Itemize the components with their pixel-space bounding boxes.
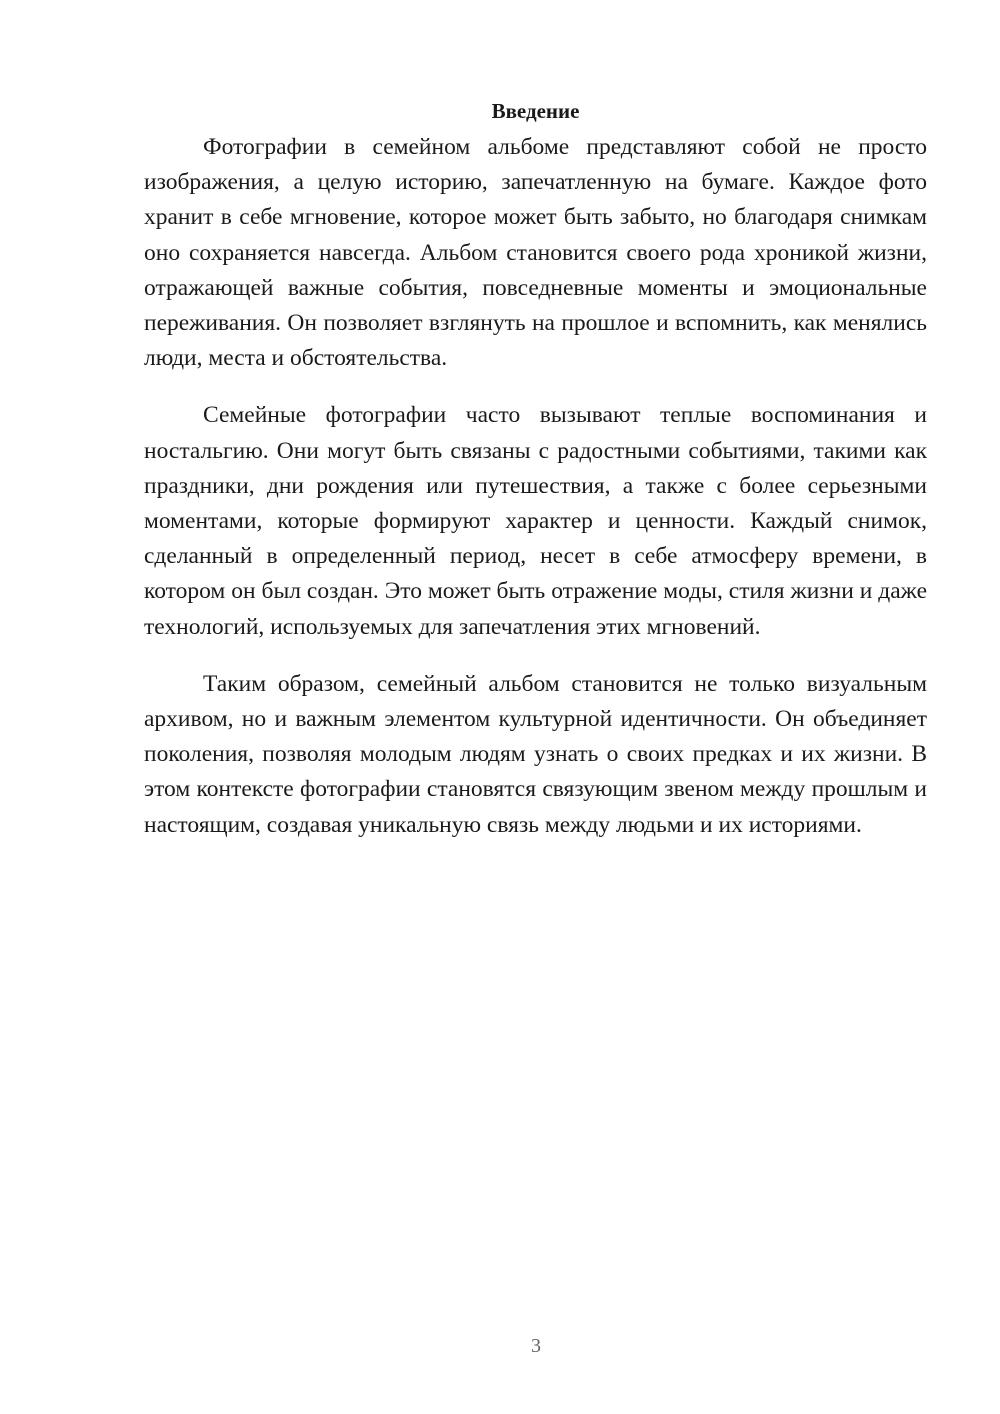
paragraph-3: Таким образом, семейный альбом становится не только визуальным архивом, но и важным элементом культурной идентичности. Он объединяет поколения, позволяя молодым людям узнать о своих предках и их жизни. В этом контексте фотографии становятся связующим звеном между прошлым и настоящим, создавая уникальную связь между людьми и их историями. <box>144 670 927 838</box>
document-title: Введение <box>491 99 580 123</box>
paragraph-2: Семейные фотографии часто вызывают теплые воспоминания и ностальгию. Они могут быть связаны с радостными событиями, такими как праздники, дни рождения или путешествия, а также с более серьезными моментами, которые формируют характер и ценности. Каждый снимок, сделанный в определенный период, несет в себе атмосферу времени, в котором он был создан. Это может быть отражение моды, стиля жизни и даже технологий, используемых для запечатления этих мгновений. <box>144 402 927 640</box>
paragraph-1: Фотографии в семейном альбоме представляют собой не просто изображения, а целую историю, запечатленную на бумаге. Каждое фото хранит в себе мгновение, которое может быть забыто, но благодаря снимкам оно сохраняется навсегда. Альбом становится своего рода хроникой жизни, отражающей важные события, повседневные моменты и эмоциональные переживания. Он позволяет взглянуть на прошлое и вспомнить, как менялись люди, места и обстоятельства. <box>144 134 927 372</box>
document-page <box>144 96 927 843</box>
page-number: 3 <box>531 1335 541 1357</box>
